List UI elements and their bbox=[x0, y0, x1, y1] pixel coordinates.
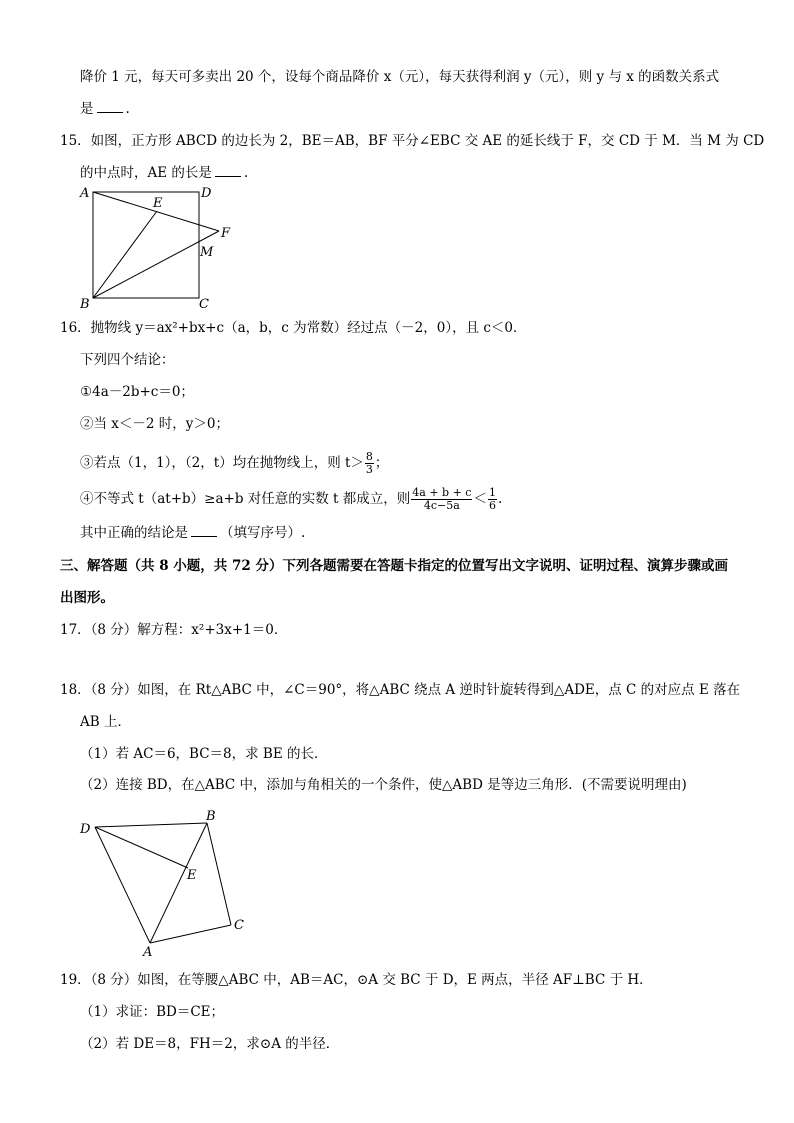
q16-c4-denominator-2: 6 bbox=[488, 499, 496, 512]
q16-c4-denominator: 4c−5a bbox=[423, 499, 460, 512]
label-e: E bbox=[187, 868, 197, 883]
q16-text-line1: 16．抛物线 y＝ax²+bx+c（a，b，c 为常数）经过点（－2，0），且 c＜0． bbox=[60, 320, 527, 336]
q16-conclusion-3 bbox=[80, 446, 388, 480]
q15-line2-prefix: 的中点时，AE 的长是 bbox=[80, 165, 212, 181]
q18-text-line2: AB 上． bbox=[80, 714, 131, 730]
line-bc bbox=[207, 823, 231, 925]
label-b: B bbox=[80, 297, 90, 312]
q17-text: 17．（8 分）解方程：x²+3x+1＝0． bbox=[60, 622, 288, 638]
q16-c4-fraction-2 bbox=[488, 487, 497, 512]
section-3-heading-line1: 三、解答题（共 8 小题，共 72 分）下列各题需要在答题卡指定的位置写出文字说明、证明过程、演算步骤或画 bbox=[60, 558, 728, 574]
q16-conclusion-2: ②当 x＜－2 时，y＞0； bbox=[80, 416, 230, 432]
q15-line2-suffix: . bbox=[243, 165, 249, 181]
q16-c3-fraction bbox=[365, 451, 374, 476]
q14-text-line1: 降价 1 元，每天可多卖出 20 个，设每个商品降价 x（元），每天获得利润 y（元），则 y 与 x 的函数关系式 bbox=[80, 69, 720, 85]
line-be bbox=[93, 211, 157, 298]
q14-answer-blank bbox=[97, 100, 123, 113]
q16-c4-numerator: 4a + b + c bbox=[412, 486, 472, 499]
label-c: C bbox=[199, 297, 209, 312]
q19-text-line1: 19．（8 分）如图，在等腰△ABC 中，AB＝AC，⊙A 交 BC 于 D，E 两点，半径 AF⊥BC 于 H． bbox=[60, 972, 653, 988]
q16-c4-numerator-2: 1 bbox=[488, 486, 496, 499]
line-ac bbox=[150, 925, 231, 943]
q16-conclusion-4 bbox=[80, 482, 502, 516]
q16-intro: 下列四个结论： bbox=[80, 352, 175, 368]
q16-c3-suffix: ； bbox=[374, 455, 389, 471]
label-d: D bbox=[80, 822, 91, 837]
q16-c4-fraction bbox=[411, 487, 472, 512]
q19-part-2: （2）若 DE＝8，FH＝2，求⊙A 的半径． bbox=[80, 1036, 340, 1052]
line-bf bbox=[93, 231, 219, 298]
q16-answer-line bbox=[80, 523, 305, 543]
q16-conclusion-1: ①4a－2b+c＝0； bbox=[80, 384, 194, 400]
q14-line2-prefix: 是 bbox=[80, 101, 94, 117]
label-b: B bbox=[206, 809, 216, 824]
label-c: C bbox=[234, 918, 244, 933]
q15-square-figure bbox=[75, 180, 245, 315]
q16-c3-text: ③若点（1，1），（2，t）均在抛物线上，则 t＞ bbox=[80, 455, 364, 471]
q16-c4-text: ④不等式 t（at+b）≥a+b 对任意的实数 t 都成立，则 bbox=[80, 491, 411, 507]
q14-text-line2 bbox=[80, 99, 130, 119]
label-m: M bbox=[200, 245, 214, 260]
q16-c4-less-than: ＜ bbox=[473, 491, 487, 507]
label-a: A bbox=[143, 945, 153, 960]
q18-part-1: （1）若 AC＝6，BC＝8，求 BE 的长． bbox=[80, 746, 328, 762]
q18-triangle-figure bbox=[70, 805, 260, 960]
q16-answer-blank bbox=[191, 524, 217, 537]
q16-c4-suffix: . bbox=[497, 491, 503, 507]
label-e: E bbox=[153, 196, 163, 211]
q16-c3-numerator: 8 bbox=[365, 450, 373, 463]
line-de bbox=[95, 827, 188, 868]
q15-answer-blank bbox=[215, 164, 241, 177]
q16-answer-prefix: 其中正确的结论是 bbox=[80, 525, 188, 541]
section-3-heading-line2: 出图形。 bbox=[60, 590, 114, 606]
line-db bbox=[95, 823, 207, 827]
q16-c3-denominator: 3 bbox=[365, 463, 373, 476]
label-f: F bbox=[221, 226, 231, 241]
q16-answer-suffix: （填写序号）. bbox=[220, 525, 306, 541]
label-a: A bbox=[80, 186, 90, 201]
q15-text-line1: 15．如图，正方形 ABCD 的边长为 2，BE＝AB，BF 平分∠EBC 交 AE 的延长线于 F，交 CD 于 M．当 M 为 CD bbox=[60, 133, 765, 149]
line-ab bbox=[150, 823, 207, 943]
line-da bbox=[95, 827, 150, 943]
q18-part-2: （2）连接 BD，在△ABC 中，添加与角相关的一个条件，使△ABD 是等边三角形．(不需要说明理由) bbox=[80, 777, 687, 793]
label-d: D bbox=[201, 186, 212, 201]
q18-text-line1: 18．（8 分）如图，在 Rt△ABC 中，∠C＝90°，将△ABC 绕点 A 逆时针旋转得到△ADE，点 C 的对应点 E 落在 bbox=[60, 682, 741, 698]
q19-part-1: （1）求证：BD＝CE； bbox=[80, 1004, 225, 1020]
q14-line2-suffix: . bbox=[125, 101, 130, 117]
